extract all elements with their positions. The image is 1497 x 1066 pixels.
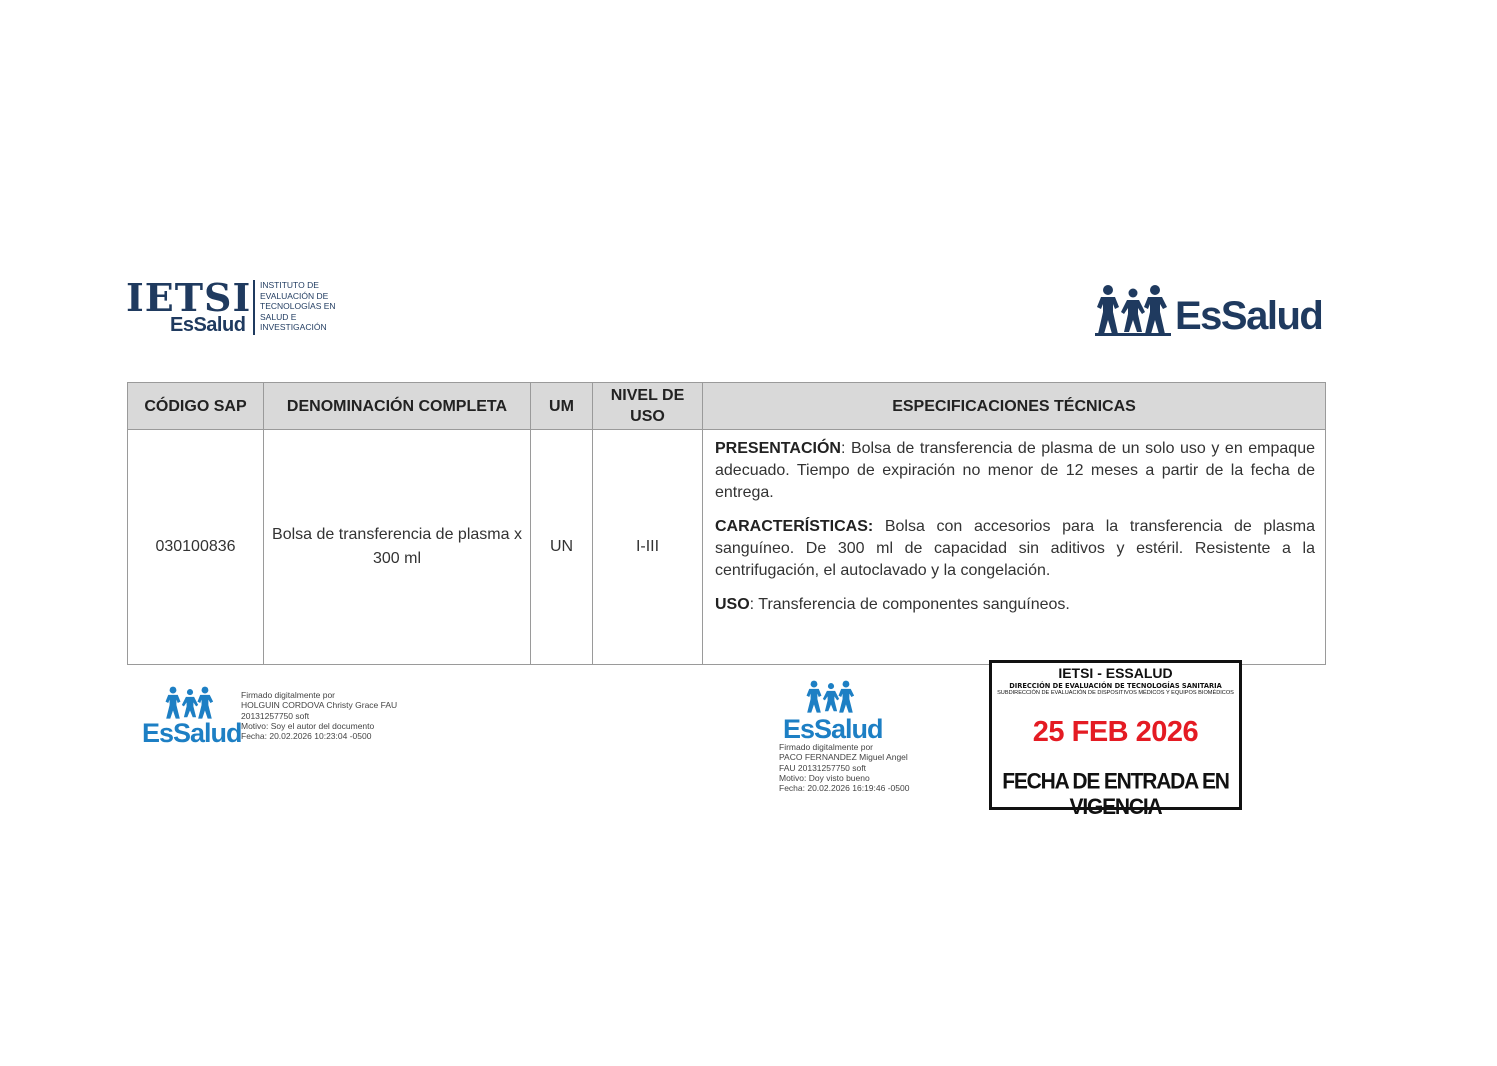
effective-date-stamp (989, 660, 1242, 820)
family-icon (164, 686, 216, 720)
family-icon (1095, 284, 1171, 336)
ietsi-institute-name (260, 280, 360, 333)
signature-line: Firmado digitalmente por (241, 690, 336, 700)
header-nivel-de-uso: NIVEL DE USO (593, 383, 703, 430)
signature-line: Motivo: Doy visto bueno (779, 772, 870, 783)
signature-line: 20131257750 soft (241, 710, 310, 721)
family-icon (805, 680, 857, 714)
stamp-title: IETSI - ESSALUD (1058, 665, 1173, 681)
table-header-row (128, 383, 1326, 430)
signature-line: PACO FERNANDEZ Miguel Angel (779, 752, 908, 763)
spec-uso (715, 594, 1315, 616)
ietsi-institute-line: TECNOLOGÍAS EN (260, 301, 336, 311)
header-denominacion: DENOMINACIÓN COMPLETA (264, 383, 531, 430)
stamp-direccion: DIRECCIÓN DE EVALUACIÓN DE TECNOLOGÍAS SANITARIA (1009, 681, 1222, 690)
spec-uso-label: USO (715, 596, 750, 613)
ietsi-institute-line: INSTITUTO DE (260, 280, 319, 290)
cell-nivel-de-uso: I-III (593, 430, 703, 665)
stamp-date: 25 FEB 2026 (1032, 716, 1199, 748)
signature-brand: EsSalud (783, 714, 883, 744)
ietsi-brand: EsSalud (170, 314, 246, 336)
digital-signature-2 (779, 680, 929, 796)
essalud-logo (1095, 284, 1325, 340)
signature-details (779, 742, 929, 793)
spec-uso-text: : Transferencia de componentes sanguíneos. (749, 596, 1070, 613)
header-codigo-sap: CÓDIGO SAP (128, 383, 264, 430)
stamp-footer: FECHA DE ENTRADA EN VIGENCIA (1002, 769, 1229, 820)
ietsi-logo (126, 275, 356, 338)
ietsi-institute-line: EVALUACIÓN DE (260, 290, 329, 301)
ietsi-institute-line: SALUD E (260, 311, 297, 322)
signature-details (241, 690, 411, 741)
spec-presentacion-text: : Bolsa de transferencia de plasma de un solo uso y en empaque adecuado. Tiempo de expiración no menor de 12 meses a partir de la fecha de entrega. (715, 440, 1315, 501)
table-row (128, 430, 1326, 665)
spec-caracteristicas-label: CARACTERÍSTICAS: (715, 518, 874, 535)
header-um: UM (531, 383, 593, 430)
signature-line: Motivo: Soy el autor del documento (241, 720, 375, 731)
ietsi-acronym: IETSI (126, 275, 252, 320)
spec-caracteristicas-text: Bolsa con accesorios para la transferencia de plasma sanguíneo. De 300 ml de capacidad sin aditivos y estéril. Resistente a la centrifugación, el autoclavado y la congelación. (715, 518, 1315, 579)
ietsi-institute-line: INVESTIGACIÓN (260, 322, 327, 332)
cell-codigo-sap: 030100836 (128, 430, 264, 665)
signature-brand: EsSalud (142, 718, 242, 748)
signature-line: Fecha: 20.02.2026 16:19:46 -0500 (779, 783, 910, 794)
stamp-subdireccion: SUBDIRECCIÓN DE EVALUACIÓN DE DISPOSITIVOS MÉDICOS Y EQUIPOS BIOMÉDICOS (997, 690, 1234, 696)
spec-caracteristicas (715, 516, 1315, 582)
signature-line: Firmado digitalmente por (779, 742, 874, 752)
cell-denominacion: Bolsa de transferencia de plasma x 300 ml (264, 430, 531, 665)
specification-table (127, 382, 1326, 665)
spec-presentacion (715, 438, 1315, 504)
signature-line: Fecha: 20.02.2026 10:23:04 -0500 (241, 731, 372, 742)
essalud-logo-text: EsSalud (1175, 294, 1323, 338)
cell-um: UN (531, 430, 593, 665)
signature-line: FAU 20131257750 soft (779, 762, 866, 773)
signature-line: HOLGUIN CORDOVA Christy Grace FAU (241, 700, 398, 711)
spec-presentacion-label: PRESENTACIÓN (715, 440, 841, 457)
ietsi-separator (253, 280, 255, 335)
digital-signature-1 (142, 686, 402, 750)
cell-especificaciones (703, 430, 1326, 665)
header-especificaciones: ESPECIFICACIONES TÉCNICAS (703, 383, 1326, 430)
